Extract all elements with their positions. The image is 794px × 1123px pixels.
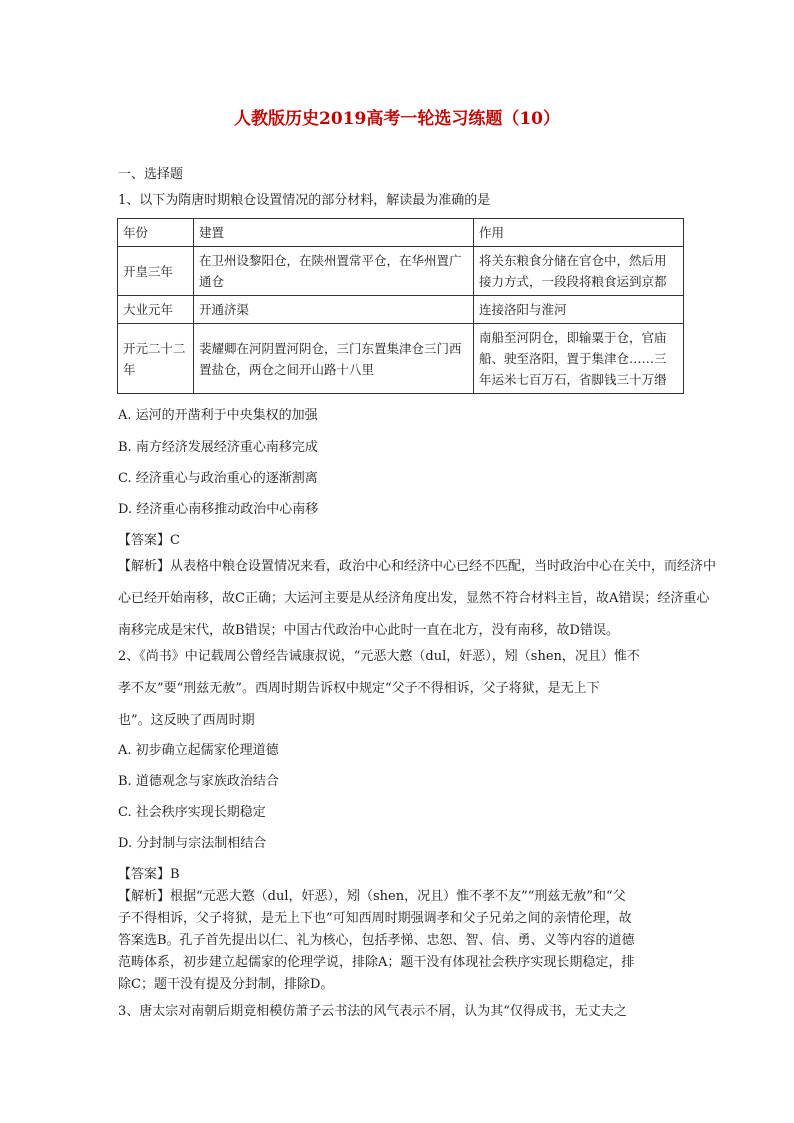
question-2-stem-line: 也”。这反映了西周时期 — [118, 713, 255, 728]
option-d: D. 分封制与宗法制相结合 — [118, 836, 267, 851]
table-cell: 连接洛阳与淮河 — [474, 296, 684, 324]
question-2-stem-line: 孝不友”要“刑兹无赦”。西周时期告诉权中规定“父子不得相诉，父子将狱，是无上下 — [118, 681, 600, 696]
analysis-2-line: 范畴体系，初步建立起儒家的伦理学说，排除A；题干没有体现社会秩序实现长期稳定，排 — [118, 955, 635, 970]
table-cell: 开皇三年 — [118, 247, 194, 296]
option-b: B. 南方经济发展经济重心南移完成 — [118, 440, 318, 455]
question-3-stem: 3、唐太宗对南朝后期竟相模仿萧子云书法的风气表示不屑，认为其“仅得成书，无丈夫之 — [118, 1004, 627, 1019]
analysis-1-line: 南移完成是宋代，故B错误；中国古代政治中心此时一直在北方，没有南移，故D错误。 — [118, 623, 619, 638]
table-cell: 南船至河阴仓，即输粟于仓，官庙船、驶至洛阳，置于集津仓……三年运米七百万石，省脚钱三十万缗 — [474, 324, 684, 394]
analysis-2-line: 子不得相诉，父子将狱，是无上下也”可知西周时期强调孝和父子兄弟之间的亲情伦理，故 — [118, 911, 632, 926]
answer-2: 【答案】B — [118, 867, 180, 882]
table-cell: 开元二十二年 — [118, 324, 194, 394]
table-header-cell: 建置 — [194, 219, 474, 247]
analysis-1-line: 【解析】从表格中粮仓设置情况来看，政治中心和经济中心已经不匹配，当时政治中心在关中，而经济中 — [118, 559, 717, 574]
section-heading: 一、选择题 — [118, 167, 184, 182]
option-a: A. 运河的开凿利于中央集权的加强 — [118, 408, 318, 423]
table-header-cell: 年份 — [118, 219, 194, 247]
option-c: C. 经济重心与政治重心的逐渐割离 — [118, 471, 318, 486]
question-2-stem-line: 2、《尚书》中记载周公曾经告诫康叔说，“元恶大憝（dul，奸恶），矧（shen，况且）惟不 — [118, 649, 640, 664]
table-header-cell: 作用 — [474, 219, 684, 247]
granary-table — [117, 218, 684, 394]
analysis-2-line: 【解析】根据“元恶大憝（dul，奸恶），矧（shen，况且）惟不孝不友”“刑兹无赦”和“父 — [118, 889, 626, 904]
table-row — [118, 324, 684, 394]
analysis-2-line: 答案选B。孔子首先提出以仁、礼为核心，包括孝悌、忠恕、智、信、勇、义等内容的道德 — [118, 933, 635, 948]
analysis-1-line: 心已经开始南移，故C正确；大运河主要是从经济角度出发，显然不符合材料主旨，故A错误；经济重心 — [118, 591, 710, 606]
analysis-2-line: 除C；题干没有提及分封制，排除D。 — [118, 977, 334, 992]
document-title: 人教版历史2019高考一轮选习练题（10） — [234, 109, 560, 129]
table-cell: 开通济渠 — [194, 296, 474, 324]
table-cell: 在卫州设黎阳仓，在陕州置常平仓，在华州置广通仓 — [194, 247, 474, 296]
table-cell: 大业元年 — [118, 296, 194, 324]
option-c: C. 社会秩序实现长期稳定 — [118, 805, 266, 820]
table-cell: 裴耀卿在河阴置河阴仓，三门东置集津仓三门西置盐仓，两仓之间开山路十八里 — [194, 324, 474, 394]
question-1-stem: 1、以下为隋唐时期粮仓设置情况的部分材料，解读最为准确的是 — [118, 193, 491, 208]
option-d: D. 经济重心南移推动政治中心南移 — [118, 502, 319, 517]
option-a: A. 初步确立起儒家伦理道德 — [118, 743, 279, 758]
option-b: B. 道德观念与家族政治结合 — [118, 774, 279, 789]
table-row — [118, 296, 684, 324]
answer-1: 【答案】C — [118, 533, 180, 548]
analysis-2 — [118, 886, 678, 996]
table-header-row — [118, 219, 684, 247]
table-cell: 将关东粮食分储在官仓中，然后用接力方式，一段段将粮食运到京都 — [474, 247, 684, 296]
table-row — [118, 247, 684, 296]
